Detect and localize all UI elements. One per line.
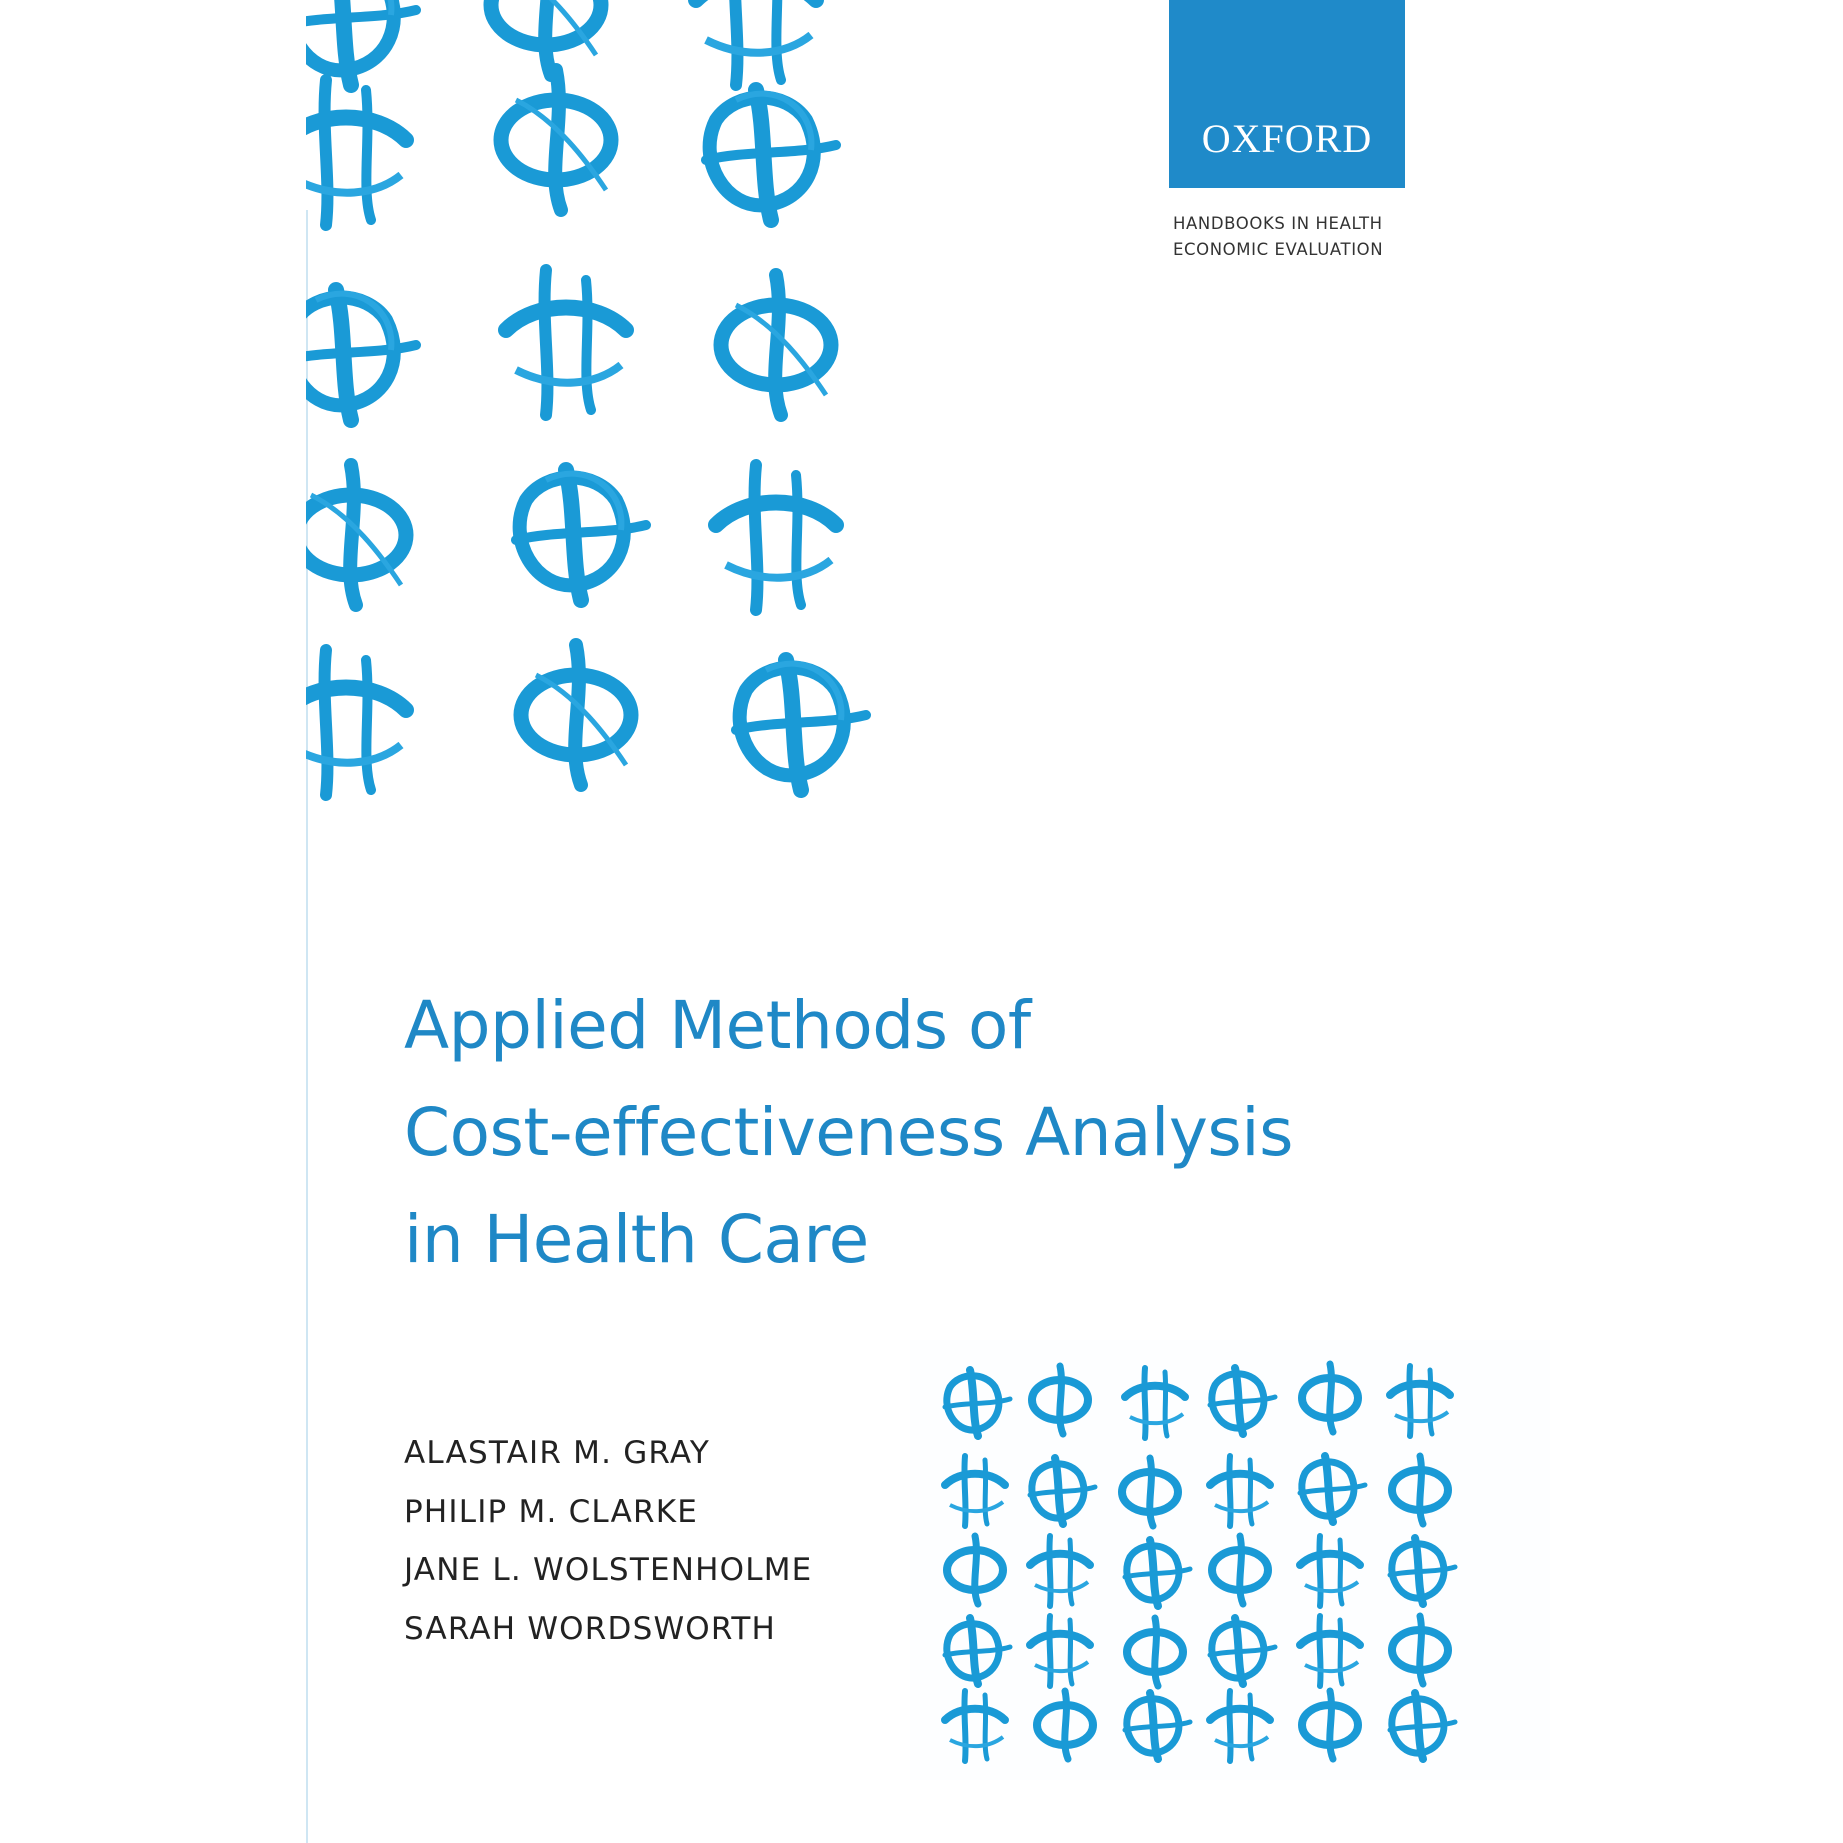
series-name [1173, 211, 1453, 263]
series-line-2: ECONOMIC EVALUATION [1173, 240, 1384, 259]
top-glyph-artwork [306, 0, 906, 810]
book-title [404, 972, 1404, 1293]
title-line-1: Applied Methods of [404, 987, 1031, 1064]
title-line-3: in Health Care [404, 1201, 869, 1278]
bottom-glyph-artwork [910, 1340, 1550, 1780]
series-line-1: HANDBOOKS IN HEALTH [1173, 214, 1383, 233]
author-name: SARAH WORDSWORTH [404, 1610, 777, 1647]
oxford-logo-text: OXFORD [1201, 116, 1373, 161]
oxford-logo [1169, 0, 1405, 188]
author-name: ALASTAIR M. GRAY [404, 1435, 711, 1471]
title-line-2: Cost-effectiveness Analysis [404, 1094, 1294, 1171]
author-list [404, 1424, 964, 1658]
author-name: PHILIP M. CLARKE [404, 1493, 699, 1530]
author-name: JANE L. WOLSTENHOLME [404, 1552, 813, 1588]
